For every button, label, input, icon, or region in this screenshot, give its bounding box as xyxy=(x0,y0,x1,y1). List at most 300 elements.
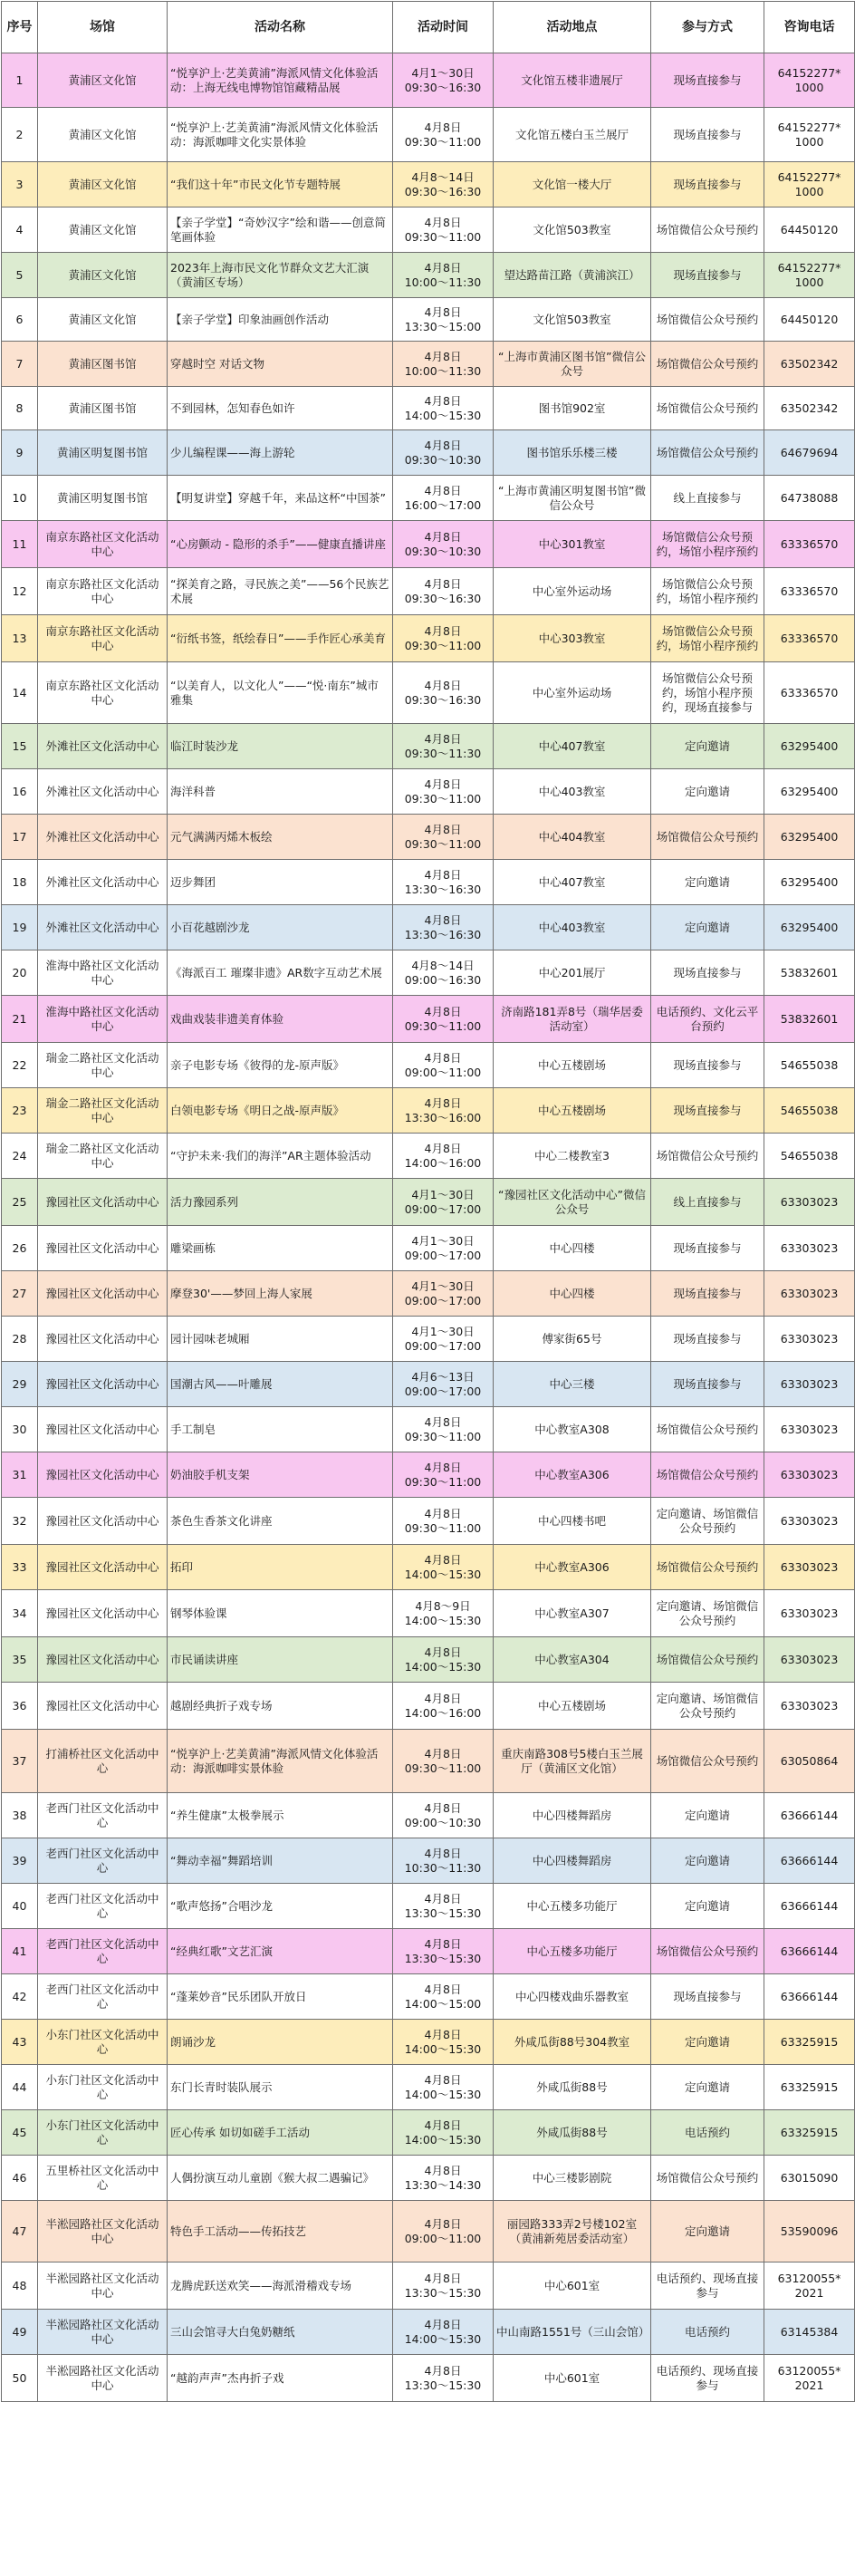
cell-index: 39 xyxy=(2,1838,38,1884)
cell-phone: 63325915 xyxy=(764,2020,855,2065)
cell-index: 13 xyxy=(2,615,38,662)
table-row xyxy=(2,905,855,950)
cell-activity-name: “蓬莱妙音”民乐团队开放日 xyxy=(168,1974,393,2020)
cell-phone: 63325915 xyxy=(764,2110,855,2156)
cell-activity-time: 4月8日 14:00～15:30 xyxy=(393,2065,494,2110)
table-row xyxy=(2,1317,855,1362)
cell-phone: 63303023 xyxy=(764,1179,855,1226)
cell-activity-name: 园计园味老城厢 xyxy=(168,1317,393,1362)
cell-phone: 63336570 xyxy=(764,568,855,615)
cell-activity-location: 文化馆503教室 xyxy=(494,207,651,253)
cell-venue: 豫园社区文化活动中心 xyxy=(38,1407,168,1452)
cell-index: 20 xyxy=(2,950,38,996)
cell-venue: 小东门社区文化活动中心 xyxy=(38,2020,168,2065)
cell-venue: 南京东路社区文化活动中心 xyxy=(38,615,168,662)
table-row xyxy=(2,108,855,162)
cell-phone: 63666144 xyxy=(764,1793,855,1838)
table-row xyxy=(2,1407,855,1452)
cell-phone: 63303023 xyxy=(764,1545,855,1590)
cell-phone: 63015090 xyxy=(764,2156,855,2201)
cell-venue: 小东门社区文化活动中心 xyxy=(38,2110,168,2156)
cell-participation: 场馆微信公众号预约 xyxy=(651,1730,764,1793)
cell-activity-time: 4月8日 09:30～16:30 xyxy=(393,662,494,724)
cell-venue: 豫园社区文化活动中心 xyxy=(38,1271,168,1317)
cell-activity-time: 4月8日 09:30～11:00 xyxy=(393,1498,494,1545)
cell-activity-location: 济南路181弄8号（瑞华居委活动室） xyxy=(494,996,651,1043)
cell-activity-name: “越韵声声”杰冉折子戏 xyxy=(168,2355,393,2402)
cell-index: 15 xyxy=(2,724,38,769)
cell-phone: 63666144 xyxy=(764,1884,855,1929)
cell-venue: 黄浦区明复图书馆 xyxy=(38,430,168,476)
cell-participation: 场馆微信公众号预约 xyxy=(651,387,764,430)
cell-activity-name: 匠心传承 如切如磋手工活动 xyxy=(168,2110,393,2156)
cell-activity-name: 三山会馆寻大白兔奶糖纸 xyxy=(168,2310,393,2355)
cell-venue: 淮海中路社区文化活动中心 xyxy=(38,996,168,1043)
cell-venue: 豫园社区文化活动中心 xyxy=(38,1683,168,1730)
cell-activity-location: “上海市黄浦区图书馆”微信公众号 xyxy=(494,342,651,387)
cell-index: 10 xyxy=(2,476,38,521)
cell-activity-name: 少儿编程课——海上游轮 xyxy=(168,430,393,476)
cell-activity-location: 中心403教室 xyxy=(494,769,651,815)
header-activity-location: 活动地点 xyxy=(494,2,651,53)
cell-phone: 53832601 xyxy=(764,996,855,1043)
cell-index: 5 xyxy=(2,253,38,298)
cell-activity-name: 龙腾虎跃送欢笑——海派滑稽戏专场 xyxy=(168,2262,393,2310)
cell-activity-time: 4月8日 13:30～15:30 xyxy=(393,1929,494,1974)
cell-venue: 豫园社区文化活动中心 xyxy=(38,1362,168,1407)
cell-phone: 63666144 xyxy=(764,1838,855,1884)
cell-venue: 黄浦区文化馆 xyxy=(38,162,168,207)
cell-activity-location: 中心教室A304 xyxy=(494,1637,651,1683)
table-row xyxy=(2,430,855,476)
header-activity-name: 活动名称 xyxy=(168,2,393,53)
cell-participation: 电话预约、现场直接参与 xyxy=(651,2355,764,2402)
cell-activity-name: 临江时装沙龙 xyxy=(168,724,393,769)
cell-index: 19 xyxy=(2,905,38,950)
cell-index: 16 xyxy=(2,769,38,815)
cell-activity-location: 中心五楼剧场 xyxy=(494,1043,651,1088)
table-row xyxy=(2,662,855,724)
cell-activity-time: 4月8日 09:30～11:00 xyxy=(393,615,494,662)
cell-activity-location: 中心四楼 xyxy=(494,1271,651,1317)
cell-venue: 南京东路社区文化活动中心 xyxy=(38,568,168,615)
table-row xyxy=(2,1088,855,1134)
cell-index: 4 xyxy=(2,207,38,253)
cell-activity-location: 中心303教室 xyxy=(494,615,651,662)
cell-participation: 场馆微信公众号预约 xyxy=(651,1134,764,1179)
cell-venue: 南京东路社区文化活动中心 xyxy=(38,521,168,568)
cell-phone: 63502342 xyxy=(764,342,855,387)
cell-phone: 64152277* 1000 xyxy=(764,253,855,298)
cell-activity-name: 活力豫园系列 xyxy=(168,1179,393,1226)
cell-index: 30 xyxy=(2,1407,38,1452)
cell-venue: 瑞金二路社区文化活动中心 xyxy=(38,1088,168,1134)
cell-participation: 场馆微信公众号预约 xyxy=(651,298,764,342)
cell-activity-time: 4月8日 09:30～11:00 xyxy=(393,815,494,860)
cell-activity-name: 白领电影专场《明日之战-原声版》 xyxy=(168,1088,393,1134)
table-row xyxy=(2,2110,855,2156)
cell-index: 34 xyxy=(2,1590,38,1637)
table-row xyxy=(2,342,855,387)
cell-activity-time: 4月8日 09:30～11:00 xyxy=(393,769,494,815)
cell-venue: 半淞园路社区文化活动中心 xyxy=(38,2355,168,2402)
table-row xyxy=(2,1838,855,1884)
cell-activity-location: 外咸瓜街88号 xyxy=(494,2065,651,2110)
cell-activity-location: 中心教室A306 xyxy=(494,1545,651,1590)
table-row xyxy=(2,298,855,342)
cell-activity-location: 中心404教室 xyxy=(494,815,651,860)
cell-activity-location: 中心二楼教室3 xyxy=(494,1134,651,1179)
cell-participation: 场馆微信公众号预约，场馆小程序预约 xyxy=(651,615,764,662)
cell-phone: 63303023 xyxy=(764,1407,855,1452)
cell-phone: 63303023 xyxy=(764,1271,855,1317)
cell-activity-name: 摩登30'——梦回上海人家展 xyxy=(168,1271,393,1317)
table-row xyxy=(2,521,855,568)
cell-index: 8 xyxy=(2,387,38,430)
cell-phone: 63303023 xyxy=(764,1683,855,1730)
cell-index: 26 xyxy=(2,1226,38,1271)
header-index: 序号 xyxy=(2,2,38,53)
cell-activity-time: 4月8日 09:30～11:00 xyxy=(393,1452,494,1498)
cell-index: 27 xyxy=(2,1271,38,1317)
cell-activity-time: 4月8日 14:00～16:00 xyxy=(393,1134,494,1179)
header-row xyxy=(2,2,855,53)
table-row xyxy=(2,1545,855,1590)
cell-venue: 老西门社区文化活动中心 xyxy=(38,1838,168,1884)
cell-phone: 63303023 xyxy=(764,1226,855,1271)
cell-phone: 63050864 xyxy=(764,1730,855,1793)
cell-index: 17 xyxy=(2,815,38,860)
header-venue: 场馆 xyxy=(38,2,168,53)
cell-venue: 半淞园路社区文化活动中心 xyxy=(38,2310,168,2355)
cell-activity-name: 东门长青时装队展示 xyxy=(168,2065,393,2110)
cell-activity-name: “悦享沪上·艺美黄浦”海派风情文化体验活动：海派咖啡实景体验 xyxy=(168,1730,393,1793)
table-row xyxy=(2,53,855,108)
cell-index: 47 xyxy=(2,2201,38,2262)
cell-index: 42 xyxy=(2,1974,38,2020)
cell-venue: 瑞金二路社区文化活动中心 xyxy=(38,1043,168,1088)
cell-activity-name: 迈步舞团 xyxy=(168,860,393,905)
table-row xyxy=(2,1271,855,1317)
cell-activity-time: 4月8日 13:30～14:30 xyxy=(393,2156,494,2201)
cell-venue: 黄浦区文化馆 xyxy=(38,253,168,298)
activity-table xyxy=(1,1,855,2402)
cell-activity-name: 手工制皂 xyxy=(168,1407,393,1452)
cell-venue: 黄浦区文化馆 xyxy=(38,207,168,253)
table-row xyxy=(2,2262,855,2310)
cell-venue: 五里桥社区文化活动中心 xyxy=(38,2156,168,2201)
cell-participation: 现场直接参与 xyxy=(651,1362,764,1407)
cell-index: 14 xyxy=(2,662,38,724)
cell-participation: 定向邀请 xyxy=(651,2201,764,2262)
cell-activity-time: 4月8日 09:30～11:00 xyxy=(393,108,494,162)
cell-participation: 定向邀请 xyxy=(651,2020,764,2065)
table-row xyxy=(2,387,855,430)
cell-participation: 定向邀请、场馆微信公众号预约 xyxy=(651,1683,764,1730)
cell-activity-name: 雕梁画栋 xyxy=(168,1226,393,1271)
cell-activity-location: 中心教室A308 xyxy=(494,1407,651,1452)
cell-activity-name: “守护未来·我们的海洋”AR主题体验活动 xyxy=(168,1134,393,1179)
cell-venue: 豫园社区文化活动中心 xyxy=(38,1317,168,1362)
cell-index: 31 xyxy=(2,1452,38,1498)
cell-activity-time: 4月8日 09:30～10:30 xyxy=(393,430,494,476)
table-row xyxy=(2,2020,855,2065)
table-row xyxy=(2,1884,855,1929)
cell-activity-location: 外咸瓜街88号 xyxy=(494,2110,651,2156)
cell-phone: 54655038 xyxy=(764,1088,855,1134)
table-header xyxy=(2,2,855,53)
cell-activity-location: 中心教室A307 xyxy=(494,1590,651,1637)
cell-phone: 54655038 xyxy=(764,1134,855,1179)
cell-phone: 63325915 xyxy=(764,2065,855,2110)
cell-participation: 现场直接参与 xyxy=(651,950,764,996)
cell-activity-name: “悦享沪上·艺美黄浦”海派风情文化体验活动：海派咖啡文化实景体验 xyxy=(168,108,393,162)
cell-phone: 63295400 xyxy=(764,724,855,769)
cell-activity-time: 4月1～30日 09:00～17:00 xyxy=(393,1226,494,1271)
cell-activity-location: 图书馆902室 xyxy=(494,387,651,430)
cell-activity-location: 外咸瓜街88号304教室 xyxy=(494,2020,651,2065)
cell-index: 48 xyxy=(2,2262,38,2310)
cell-activity-name: 【亲子学堂】“奇妙汉字”绘和谐——创意简笔画体验 xyxy=(168,207,393,253)
cell-venue: 黄浦区图书馆 xyxy=(38,387,168,430)
cell-activity-location: 中心三楼影剧院 xyxy=(494,2156,651,2201)
table-row xyxy=(2,950,855,996)
cell-activity-name: “养生健康”太极拳展示 xyxy=(168,1793,393,1838)
cell-participation: 定向邀请、场馆微信公众号预约 xyxy=(651,1498,764,1545)
cell-phone: 64679694 xyxy=(764,430,855,476)
cell-activity-name: “歌声悠扬”合唱沙龙 xyxy=(168,1884,393,1929)
cell-activity-name: 特色手工活动——传拓技艺 xyxy=(168,2201,393,2262)
cell-phone: 63303023 xyxy=(764,1637,855,1683)
cell-index: 29 xyxy=(2,1362,38,1407)
cell-activity-location: 文化馆503教室 xyxy=(494,298,651,342)
cell-activity-location: 中心三楼 xyxy=(494,1362,651,1407)
cell-participation: 线上直接参与 xyxy=(651,1179,764,1226)
cell-index: 50 xyxy=(2,2355,38,2402)
cell-participation: 定向邀请、场馆微信公众号预约 xyxy=(651,1590,764,1637)
cell-index: 21 xyxy=(2,996,38,1043)
cell-activity-time: 4月8～14日 09:30～16:30 xyxy=(393,162,494,207)
cell-activity-time: 4月8日 14:00～15:00 xyxy=(393,1974,494,2020)
cell-index: 33 xyxy=(2,1545,38,1590)
table-row xyxy=(2,769,855,815)
cell-phone: 63303023 xyxy=(764,1498,855,1545)
cell-activity-location: 望达路苗江路（黄浦滨江） xyxy=(494,253,651,298)
cell-activity-location: 中心五楼剧场 xyxy=(494,1683,651,1730)
cell-participation: 场馆微信公众号预约 xyxy=(651,342,764,387)
cell-participation: 现场直接参与 xyxy=(651,162,764,207)
table-row xyxy=(2,615,855,662)
cell-phone: 63502342 xyxy=(764,387,855,430)
cell-phone: 64152277* 1000 xyxy=(764,108,855,162)
cell-activity-location: 中心四楼舞蹈房 xyxy=(494,1838,651,1884)
table-row xyxy=(2,207,855,253)
cell-venue: 豫园社区文化活动中心 xyxy=(38,1590,168,1637)
cell-activity-location: 傅家街65号 xyxy=(494,1317,651,1362)
cell-activity-name: 市民诵读讲座 xyxy=(168,1637,393,1683)
cell-index: 3 xyxy=(2,162,38,207)
cell-phone: 63336570 xyxy=(764,662,855,724)
cell-activity-time: 4月8日 09:30～16:30 xyxy=(393,568,494,615)
cell-venue: 外滩社区文化活动中心 xyxy=(38,815,168,860)
cell-phone: 64152277* 1000 xyxy=(764,53,855,108)
cell-participation: 电话预约、文化云平台预约 xyxy=(651,996,764,1043)
header-participation: 参与方式 xyxy=(651,2,764,53)
cell-phone: 63120055* 2021 xyxy=(764,2355,855,2402)
cell-activity-time: 4月8日 14:00～15:30 xyxy=(393,1545,494,1590)
cell-index: 44 xyxy=(2,2065,38,2110)
cell-participation: 场馆微信公众号预约，场馆小程序预约 xyxy=(651,521,764,568)
table-row xyxy=(2,2310,855,2355)
cell-participation: 定向邀请 xyxy=(651,724,764,769)
cell-venue: 老西门社区文化活动中心 xyxy=(38,1929,168,1974)
cell-venue: 半淞园路社区文化活动中心 xyxy=(38,2262,168,2310)
cell-participation: 现场直接参与 xyxy=(651,1043,764,1088)
cell-activity-name: 不到园林，怎知春色如许 xyxy=(168,387,393,430)
table-row xyxy=(2,568,855,615)
table-row xyxy=(2,1226,855,1271)
cell-activity-name: 亲子电影专场《彼得的龙-原声版》 xyxy=(168,1043,393,1088)
cell-activity-time: 4月8日 13:30～16:30 xyxy=(393,905,494,950)
cell-activity-location: “豫园社区文化活动中心”微信公众号 xyxy=(494,1179,651,1226)
cell-participation: 定向邀请 xyxy=(651,2065,764,2110)
table-row xyxy=(2,1793,855,1838)
cell-participation: 现场直接参与 xyxy=(651,1317,764,1362)
cell-activity-time: 4月8日 13:30～16:30 xyxy=(393,860,494,905)
cell-activity-location: “上海市黄浦区明复图书馆”微信公众号 xyxy=(494,476,651,521)
cell-index: 6 xyxy=(2,298,38,342)
cell-activity-time: 4月8日 14:00～15:30 xyxy=(393,2020,494,2065)
cell-participation: 现场直接参与 xyxy=(651,1226,764,1271)
table-row xyxy=(2,1683,855,1730)
cell-phone: 63295400 xyxy=(764,769,855,815)
cell-participation: 场馆微信公众号预约 xyxy=(651,815,764,860)
cell-activity-name: 元气满满丙烯木板绘 xyxy=(168,815,393,860)
cell-activity-name: “经典红歌”文艺汇演 xyxy=(168,1929,393,1974)
cell-activity-name: “衍纸书签，纸绘春日”——手作匠心承美育 xyxy=(168,615,393,662)
table-row xyxy=(2,2065,855,2110)
cell-venue: 老西门社区文化活动中心 xyxy=(38,1974,168,2020)
cell-activity-name: 《海派百工 璀璨非遗》AR数字互动艺术展 xyxy=(168,950,393,996)
cell-activity-name: 2023年上海市民文化节群众文艺大汇演（黄浦区专场） xyxy=(168,253,393,298)
cell-activity-name: “我们这十年”市民文化节专题特展 xyxy=(168,162,393,207)
cell-activity-name: 越剧经典折子戏专场 xyxy=(168,1683,393,1730)
cell-venue: 外滩社区文化活动中心 xyxy=(38,724,168,769)
cell-index: 25 xyxy=(2,1179,38,1226)
table-row xyxy=(2,476,855,521)
cell-index: 49 xyxy=(2,2310,38,2355)
cell-activity-time: 4月8日 09:30～11:00 xyxy=(393,1730,494,1793)
cell-activity-time: 4月8日 09:00～11:00 xyxy=(393,2201,494,2262)
cell-venue: 黄浦区明复图书馆 xyxy=(38,476,168,521)
table-row xyxy=(2,1590,855,1637)
cell-participation: 定向邀请 xyxy=(651,1793,764,1838)
cell-venue: 豫园社区文化活动中心 xyxy=(38,1637,168,1683)
cell-phone: 63666144 xyxy=(764,1929,855,1974)
cell-activity-location: 中心601室 xyxy=(494,2262,651,2310)
cell-participation: 定向邀请 xyxy=(651,905,764,950)
cell-index: 36 xyxy=(2,1683,38,1730)
cell-index: 18 xyxy=(2,860,38,905)
cell-activity-time: 4月1～30日 09:00～17:00 xyxy=(393,1179,494,1226)
cell-activity-time: 4月8日 09:00～11:00 xyxy=(393,1043,494,1088)
cell-phone: 63120055* 2021 xyxy=(764,2262,855,2310)
cell-phone: 63295400 xyxy=(764,860,855,905)
cell-phone: 53590096 xyxy=(764,2201,855,2262)
cell-activity-location: 中心教室A306 xyxy=(494,1452,651,1498)
cell-phone: 64152277* 1000 xyxy=(764,162,855,207)
cell-index: 23 xyxy=(2,1088,38,1134)
cell-venue: 打浦桥社区文化活动中心 xyxy=(38,1730,168,1793)
cell-venue: 外滩社区文化活动中心 xyxy=(38,905,168,950)
cell-activity-name: 国潮古风——叶雕展 xyxy=(168,1362,393,1407)
cell-venue: 淮海中路社区文化活动中心 xyxy=(38,950,168,996)
cell-activity-time: 4月8日 10:30～11:30 xyxy=(393,1838,494,1884)
cell-activity-location: 中心301教室 xyxy=(494,521,651,568)
cell-activity-name: “悦享沪上·艺美黄浦”海派风情文化体验活动：上海无线电博物馆馆藏精品展 xyxy=(168,53,393,108)
cell-participation: 现场直接参与 xyxy=(651,108,764,162)
table-row xyxy=(2,724,855,769)
cell-venue: 豫园社区文化活动中心 xyxy=(38,1179,168,1226)
cell-index: 40 xyxy=(2,1884,38,1929)
cell-activity-location: 中心407教室 xyxy=(494,724,651,769)
cell-phone: 63303023 xyxy=(764,1362,855,1407)
cell-index: 38 xyxy=(2,1793,38,1838)
cell-venue: 小东门社区文化活动中心 xyxy=(38,2065,168,2110)
cell-venue: 豫园社区文化活动中心 xyxy=(38,1452,168,1498)
cell-index: 9 xyxy=(2,430,38,476)
cell-participation: 现场直接参与 xyxy=(651,53,764,108)
table-row xyxy=(2,162,855,207)
header-phone: 咨询电话 xyxy=(764,2,855,53)
cell-activity-time: 4月1～30日 09:00～17:00 xyxy=(393,1317,494,1362)
cell-phone: 54655038 xyxy=(764,1043,855,1088)
cell-activity-time: 4月8日 13:30～15:30 xyxy=(393,1884,494,1929)
table-row xyxy=(2,1637,855,1683)
cell-participation: 场馆微信公众号预约，场馆小程序预约 xyxy=(651,568,764,615)
cell-activity-name: 小百花越剧沙龙 xyxy=(168,905,393,950)
cell-index: 24 xyxy=(2,1134,38,1179)
cell-activity-time: 4月8日 14:00～15:30 xyxy=(393,1637,494,1683)
cell-activity-time: 4月8～9日 14:00～15:30 xyxy=(393,1590,494,1637)
cell-participation: 现场直接参与 xyxy=(651,1271,764,1317)
cell-participation: 电话预约 xyxy=(651,2110,764,2156)
cell-index: 2 xyxy=(2,108,38,162)
cell-activity-location: 中心四楼书吧 xyxy=(494,1498,651,1545)
table-row xyxy=(2,253,855,298)
cell-activity-name: “舞动幸福”舞蹈培训 xyxy=(168,1838,393,1884)
cell-activity-time: 4月8日 14:00～16:00 xyxy=(393,1683,494,1730)
cell-phone: 63303023 xyxy=(764,1452,855,1498)
header-activity-time: 活动时间 xyxy=(393,2,494,53)
cell-activity-time: 4月8日 10:00～11:30 xyxy=(393,342,494,387)
cell-venue: 豫园社区文化活动中心 xyxy=(38,1498,168,1545)
cell-participation: 场馆微信公众号预约，场馆小程序预约，现场直接参与 xyxy=(651,662,764,724)
cell-activity-name: 穿越时空 对话文物 xyxy=(168,342,393,387)
cell-activity-location: 中心四楼戏曲乐器教室 xyxy=(494,1974,651,2020)
cell-activity-location: 中心四楼舞蹈房 xyxy=(494,1793,651,1838)
cell-activity-name: 朗诵沙龙 xyxy=(168,2020,393,2065)
cell-participation: 电话预约 xyxy=(651,2310,764,2355)
cell-activity-time: 4月8日 13:30～15:00 xyxy=(393,298,494,342)
table-row xyxy=(2,2201,855,2262)
cell-activity-location: 中心室外运动场 xyxy=(494,662,651,724)
cell-venue: 外滩社区文化活动中心 xyxy=(38,860,168,905)
table-row xyxy=(2,1362,855,1407)
cell-index: 41 xyxy=(2,1929,38,1974)
cell-activity-time: 4月8日 14:00～15:30 xyxy=(393,387,494,430)
cell-phone: 63303023 xyxy=(764,1590,855,1637)
